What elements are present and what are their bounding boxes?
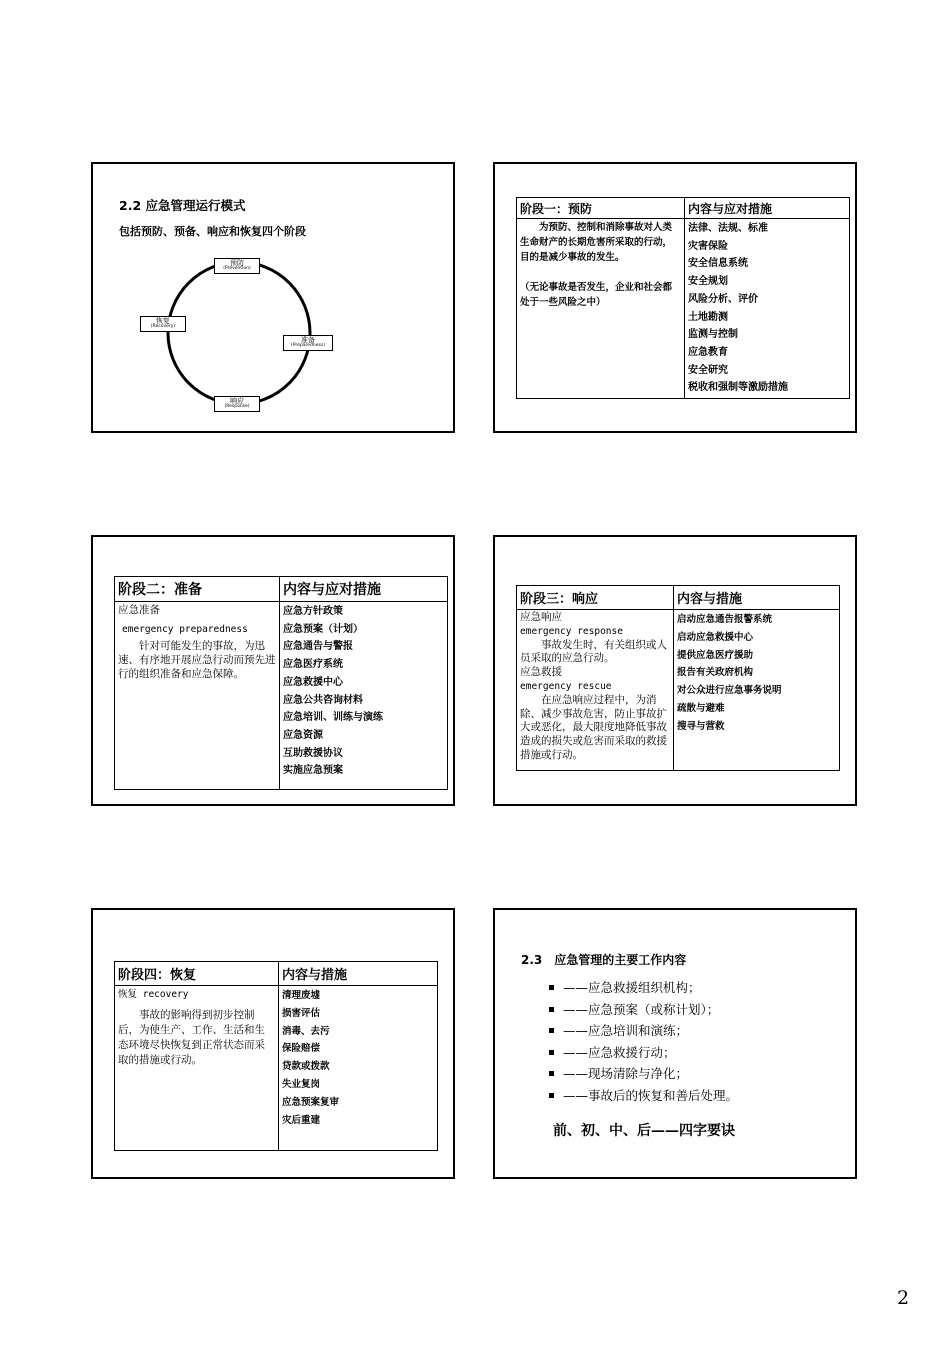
measure-item: 灾后重建 [282,1114,321,1126]
measure-item: 安全研究 [688,364,728,376]
slide-stage-recovery [91,908,455,1179]
description-english: emergency preparedness [122,624,248,635]
measure-item: 法律、法规、标准 [688,223,768,234]
stage-header: 阶段一：预防 [517,198,685,219]
stage-table [114,576,448,790]
description-text: 在应急响应过程中，为消除、减少事故危害，防止事故扩大或恶化，最大限度地降低事故造成的损失或危害而采取的救援措施或行动。 [520,693,667,761]
node-recovery-cn: 恢复 [156,317,170,325]
measure-item: 报告有关政府机构 [677,667,754,679]
description-text: 针对可能发生的事故，为迅速、有序地开展应急行动而预先进行的组织准备和应急保障。 [118,640,276,680]
cycle-diagram [93,164,455,433]
measure-item: 应急公共咨询材料 [283,694,363,706]
slide-stage-preparedness [91,535,455,806]
slide-stage-prevention [493,162,857,433]
slide-main-work [493,908,857,1179]
slide-title: 2.3 应急管理的主要工作内容 [521,953,687,967]
measure-item: 风险分析、评价 [688,293,758,305]
measure-item: 应急预案复审 [282,1096,340,1108]
work-item: ——现场清除与净化； [549,1063,738,1085]
measure-item: 安全信息系统 [688,258,748,270]
stage-header: 阶段三：响应 [517,586,674,610]
description-text: 事故发生时，有关组织或人员采取的应急行动。 [520,638,667,665]
measure-item: 应急教育 [688,346,728,358]
stage-description [517,610,674,771]
stage-description [517,219,685,399]
description-title: 应急准备 [118,604,160,616]
slide-stage-response [493,535,857,806]
node-preparedness [283,335,333,351]
node-recovery-en: (Recovery) [150,324,176,329]
slide-title: 2.2 应急管理运行模式 [119,198,246,213]
stage-description [115,602,280,790]
work-item: ——应急培训和演练； [549,1020,738,1042]
measure-item: 对公众进行应急事务说明 [677,685,782,697]
measure-item: 税收和强制等激励措施 [688,382,788,394]
stage-description [115,986,279,1151]
slide-footer: 前、初、中、后——四字要诀 [553,1123,735,1139]
measures-header: 内容与措施 [279,962,438,986]
measure-item: 贷款或拨款 [282,1061,330,1073]
measure-item: 损害评估 [282,1007,321,1019]
stage-table [516,585,840,771]
measure-item: 应急医疗系统 [283,659,343,671]
measure-item: 安全规划 [688,276,728,288]
work-list [549,977,738,1106]
measure-item: 实施应急预案 [283,765,343,777]
work-item: ——应急救援行动； [549,1042,738,1064]
measures-header: 内容与应对措施 [685,198,850,219]
measure-item: 清理废墟 [282,990,321,1001]
description-title: 应急救援 [520,666,562,679]
measure-item: 互助救援协议 [283,747,343,759]
measure-item: 搜寻与营救 [677,720,725,732]
measures-list [280,602,448,790]
node-response [214,396,260,412]
measure-item: 保险赔偿 [282,1043,321,1055]
measures-header: 内容与措施 [674,586,840,610]
node-prevention [214,258,260,274]
measure-item: 应急方针政策 [283,606,343,617]
work-item: ——事故后的恢复和善后处理。 [549,1085,738,1107]
measure-item: 土地勘测 [688,311,728,323]
node-response-cn: 响应 [230,397,244,405]
measures-list [685,219,850,399]
measures-list [674,610,840,771]
node-recovery [140,316,186,332]
cycle-circle [168,259,310,404]
node-response-en: (Response) [224,404,250,409]
slide-subtitle: 包括预防、预备、响应和恢复四个阶段 [119,225,306,238]
node-preparedness-en: (Preparedness) [291,343,325,348]
description-text: 为预防、控制和消除事故对人类生命财产的长期危害所采取的行动，目的是减少事故的发生。 [520,222,673,263]
description-english: emergency response [520,625,623,637]
description-text: 事故的影响得到初步控制后，为使生产、工作、生活和生态环境尽快恢复到正常状态而采取的措施或行动。 [118,1009,265,1066]
stage-table [114,961,438,1151]
slide-operation-mode [91,162,455,433]
measures-list [279,986,438,1151]
stage-header: 阶段二：准备 [115,577,280,602]
measure-item: 失业复岗 [282,1078,321,1090]
measure-item: 提供应急医疗援助 [677,649,754,661]
measures-header: 内容与应对措施 [280,577,448,602]
description-title: 应急响应 [520,611,562,623]
description-note: （无论事故是否发生，企业和社会都处于一些风险之中） [520,282,673,308]
measure-item: 消毒、去污 [282,1025,330,1037]
work-item: ——应急救援组织机构； [549,977,738,999]
measure-item: 应急救援中心 [283,676,343,688]
description-title: 恢复 recovery [118,989,189,1000]
stage-header: 阶段四：恢复 [115,962,279,986]
measure-item: 应急预案（计划） [283,623,363,635]
node-prevention-en: (Prevention) [223,266,251,271]
measure-item: 应急通告与警报 [283,641,353,653]
node-preparedness-cn: 准备 [301,336,315,344]
stage-table [516,197,850,399]
node-prevention-cn: 预防 [230,259,244,267]
measure-item: 疏散与避难 [677,702,725,714]
measure-item: 监测与控制 [688,329,738,341]
measure-item: 应急资源 [283,729,323,741]
work-item: ——应急预案（或称计划）； [549,999,738,1021]
measure-item: 应急培训、训练与演练 [283,712,383,724]
measure-item: 启动应急救援中心 [677,631,754,643]
page-number: 2 [897,1287,910,1309]
measure-item: 灾害保险 [688,240,728,252]
measure-item: 启动应急通告报警系统 [677,614,773,625]
description-english: emergency rescue [520,680,612,692]
